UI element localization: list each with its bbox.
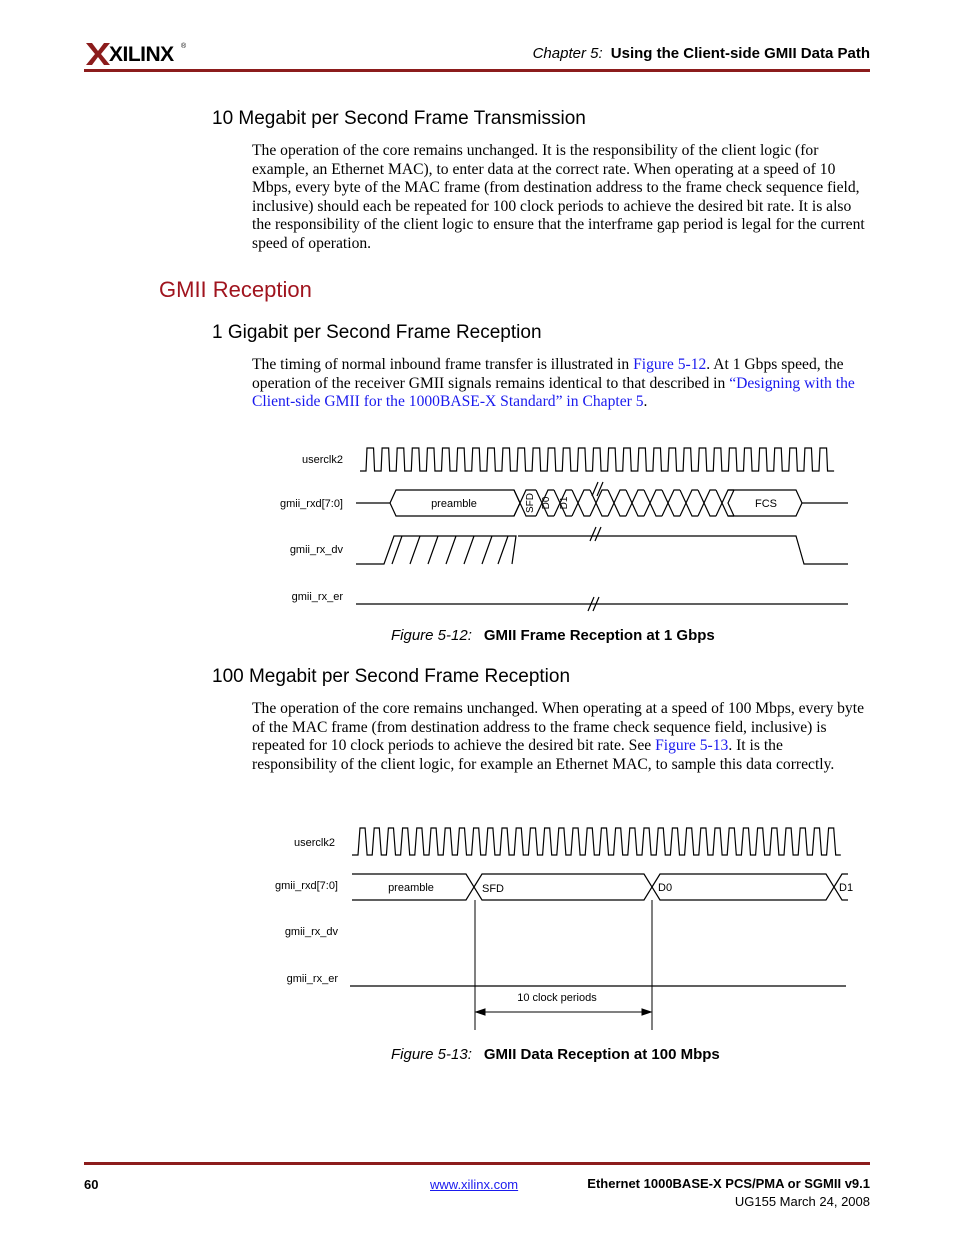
signal-label-er: gmii_rx_er — [286, 973, 338, 985]
period-arrow — [476, 1009, 651, 1015]
page-number: 60 — [84, 1177, 99, 1192]
signal-label-rxd: gmii_rxd[7:0] — [275, 880, 338, 892]
signal-label-er: gmii_rx_er — [291, 591, 343, 603]
label-d1: D1 — [839, 882, 854, 894]
text: . At 1 Gbps speed, the operation of the receiver GMII signals remains identical to that described in — [252, 356, 844, 392]
bus-segment-fcs — [728, 490, 848, 516]
label-preamble: preamble — [431, 498, 477, 510]
caption-number: Figure 5-13: — [391, 1046, 472, 1063]
reference-lines — [475, 900, 652, 1030]
text: . It is the responsibility of the client logic, for example an Ethernet MAC, to sample this data correctly. — [252, 737, 835, 773]
paragraph-tx10: The operation of the core remains unchanged. It is the responsibility of the client logic (for example, an Ethernet MAC), to enter data at the correct rate. When operating at a speed of 10 Mbps, every byte of the MAC frame (from destination address to the frame check sequence field, inclusive) should each be repeated for 100 clock periods to achieve the desired bit rate. It is also the responsibility of the client logic to ensure that the interframe gap period is legal for the current speed of operation. — [252, 142, 865, 252]
signal-label-clk: userclk2 — [294, 837, 335, 849]
signal-label-clk: userclk2 — [302, 454, 343, 466]
footer-doc-title: Ethernet 1000BASE-X PCS/PMA or SGMII v9.1 — [587, 1176, 870, 1191]
signal-labels — [275, 837, 338, 985]
dv-waveform — [356, 536, 848, 564]
break-mark-dv — [590, 527, 601, 541]
caption-title: GMII Data Reception at 100 Mbps — [483, 1046, 720, 1063]
figure-caption-12 — [391, 627, 715, 644]
text: The timing of normal inbound frame transfer is illustrated in — [252, 356, 634, 373]
text: . — [643, 393, 648, 411]
xilinx-logo — [84, 40, 194, 68]
label-sfd: SFD — [482, 883, 504, 895]
section-heading-tx10: 10 Megabit per Second Frame Transmission — [212, 108, 586, 129]
chapter-label: Chapter 5: — [532, 45, 603, 62]
signal-labels — [280, 454, 343, 603]
logo-text: XILINX — [109, 43, 174, 66]
registered-mark: ® — [181, 43, 187, 50]
figure-caption-13 — [391, 1046, 720, 1063]
label-d1: D1 — [559, 496, 570, 510]
paragraph-rx1g — [252, 356, 870, 412]
header-rule — [84, 69, 870, 72]
label-preamble: preamble — [388, 882, 434, 894]
timing-diagram-1gbps — [0, 430, 954, 625]
footer-rule — [84, 1162, 870, 1165]
clock-waveform — [352, 828, 841, 855]
caption-number: Figure 5-12: — [391, 627, 472, 644]
rxd-labels — [388, 882, 853, 895]
label-fcs: FCS — [755, 498, 777, 510]
link-figure-5-13[interactable]: Figure 5-13 — [655, 737, 729, 755]
bus-segment-d0 — [652, 874, 834, 900]
text: The operation of the core remains unchanged. When operating at a speed of 100 Mbps, every byte of the MAC frame (from destination address to the frame check sequence field, inclusive) is repeated for 10 clock periods to achieve the desired bit rate. See — [252, 700, 864, 755]
arrowhead-right-icon — [642, 1009, 651, 1015]
section-heading-rx100: 100 Megabit per Second Frame Reception — [212, 666, 571, 687]
timing-diagram-100mbps — [0, 815, 954, 1040]
label-sfd: SFD — [525, 493, 536, 513]
signal-label-dv: gmii_rx_dv — [289, 544, 343, 556]
signal-label-dv: gmii_rx_dv — [284, 926, 338, 938]
signal-label-rxd: gmii_rxd[7:0] — [280, 498, 343, 510]
clock-waveform — [360, 448, 834, 471]
footer-url-link[interactable]: www.xilinx.com — [430, 1177, 519, 1192]
bus-data-transitions — [572, 490, 734, 516]
label-period: 10 clock periods — [517, 992, 597, 1004]
label-d0: D0 — [658, 882, 673, 894]
chapter-name: Using the Client-side GMII Data Path — [610, 45, 870, 62]
dv-hatch — [392, 536, 508, 564]
link-designing-chapter-5[interactable]: “Designing with the Client-side GMII for the 1000BASE-X Standard” in Chapter 5 — [252, 374, 855, 411]
break-mark-rxd — [592, 482, 603, 496]
link-figure-5-12[interactable]: Figure 5-12 — [633, 356, 707, 373]
label-d0: D0 — [541, 496, 552, 510]
paragraph-rx100 — [252, 700, 870, 774]
chapter-title — [533, 45, 870, 62]
footer-doc-id-date: UG155 March 24, 2008 — [734, 1194, 870, 1209]
section-heading-gmii-reception: GMII Reception — [159, 277, 312, 302]
section-heading-rx1g: 1 Gigabit per Second Frame Reception — [212, 322, 542, 343]
caption-title: GMII Frame Reception at 1 Gbps — [483, 627, 715, 644]
arrowhead-left-icon — [476, 1009, 485, 1015]
